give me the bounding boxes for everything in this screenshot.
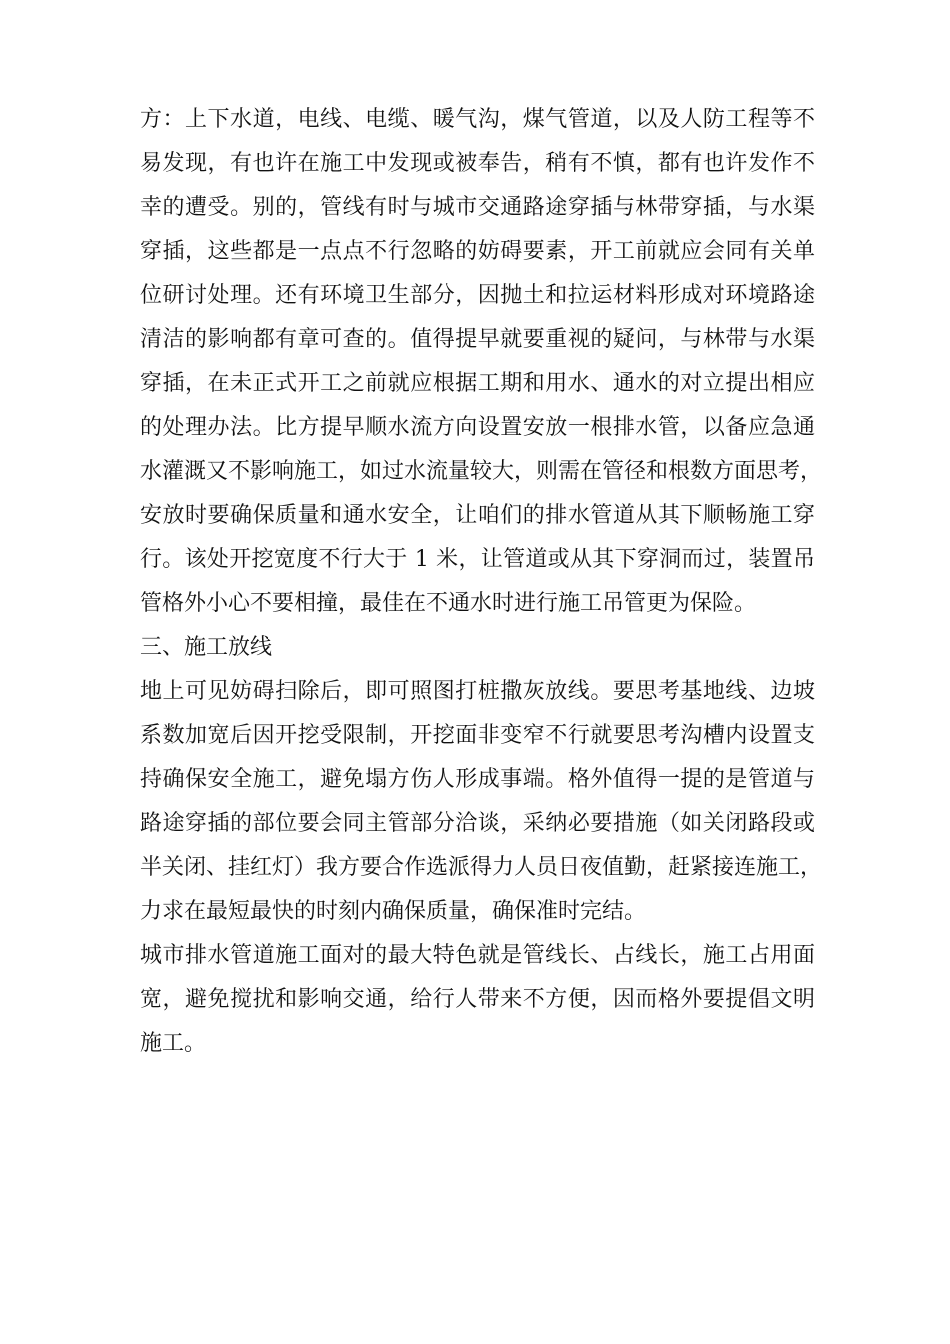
section-heading	[140, 626, 815, 670]
text-line: 穿插，在未正式开工之前就应根据工期和用水、通水的对立提出相应	[140, 371, 815, 396]
text-line: 水灌溉又不影响施工，如过水流量较大，则需在管径和根数方面思考，	[140, 459, 823, 484]
text-line: 清洁的影响都有章可查的。值得提早就要重视的疑问，与林带与水渠	[140, 327, 815, 352]
text-line: 易发现，有也许在施工中发现或被奉告，稍有不慎，都有也许发作不	[140, 151, 815, 176]
text-line: 宽，避免搅扰和影响交通，给行人带来不方便，因而格外要提倡文明	[140, 987, 815, 1012]
text-line: 路途穿插的部位要会同主管部分洽谈，采纳必要措施（如关闭路段或	[140, 811, 815, 836]
text-line: 行。该处开挖宽度不行大于 1 米，让管道或从其下穿洞而过，装置吊	[140, 547, 815, 572]
document-body	[140, 98, 823, 1066]
text-line: 力求在最短最快的时刻内确保质量，确保准时完结。	[140, 899, 647, 924]
text-line: 半关闭、挂红灯）我方要合作选派得力人员日夜值勤，赶紧接连施工，	[140, 855, 823, 880]
text-line: 穿插，这些都是一点点不行忽略的妨碍要素，开工前就应会同有关单	[140, 239, 815, 264]
text-line: 地上可见妨碍扫除后，即可照图打桩撒灰放线。要思考基地线、边坡	[140, 679, 815, 704]
paragraph-1	[140, 98, 823, 626]
text-line: 幸的遭受。别的，管线有时与城市交通路途穿插与林带穿插，与水渠	[140, 195, 815, 220]
text-line: 的处理办法。比方提早顺水流方向设置安放一根排水管，以备应急通	[140, 415, 815, 440]
paragraph-3	[140, 934, 815, 1066]
text-line: 管格外小心不要相撞，最佳在不通水时进行施工吊管更为保险。	[140, 591, 757, 616]
text-line: 城市排水管道施工面对的最大特色就是管线长、占线长，施工占用面	[140, 943, 815, 968]
text-line: 方：上下水道，电线、电缆、暖气沟，煤气管道，以及人防工程等不	[140, 107, 815, 132]
text-line: 施工。	[140, 1031, 207, 1056]
text-line: 位研讨处理。还有环境卫生部分，因抛土和拉运材料形成对环境路途	[140, 283, 815, 308]
text-line: 持确保安全施工，避免塌方伤人形成事端。格外值得一提的是管道与	[140, 767, 815, 792]
text-line: 系数加宽后因开挖受限制，开挖面非变窄不行就要思考沟槽内设置支	[140, 723, 815, 748]
heading-text: 三、施工放线	[140, 635, 273, 660]
text-line: 安放时要确保质量和通水安全，让咱们的排水管道从其下顺畅施工穿	[140, 503, 815, 528]
paragraph-2	[140, 670, 823, 934]
